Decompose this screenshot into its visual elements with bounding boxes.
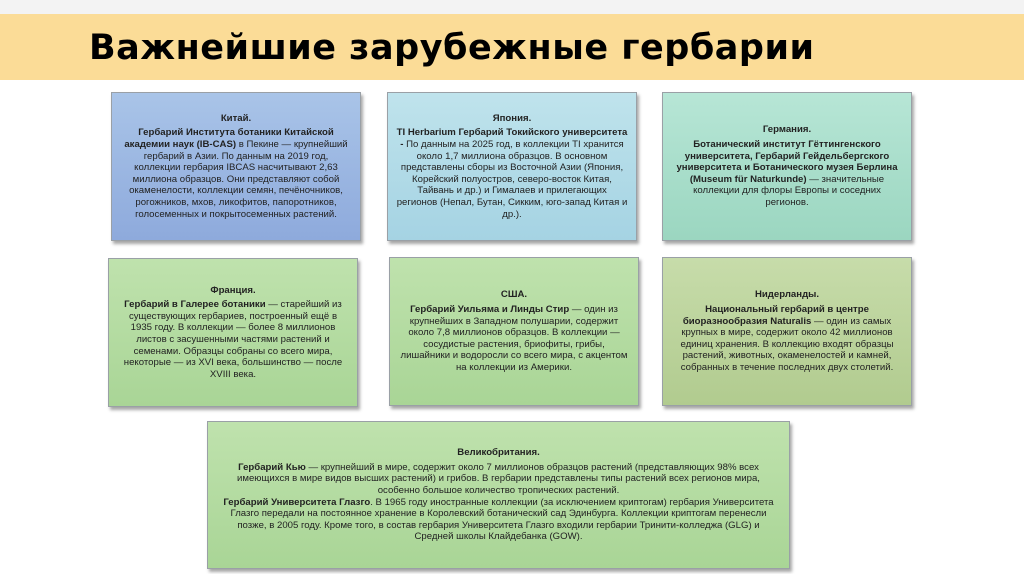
herbarium-name: Гербарий Кью xyxy=(238,461,306,473)
page-title: Важнейшие зарубежные гербарии xyxy=(89,28,815,68)
card-body xyxy=(396,127,628,220)
card-description: — старейший из существующих гербариев, построенный ещё в 1935 году. В коллекции — более 8 миллионов листов с засушенными частями растений и семенами. Образцы собраны со всего мира, некоторые — из XVI века, большинство — после XVIII века. xyxy=(123,299,343,380)
card-title: Китай. xyxy=(220,112,252,124)
card-body xyxy=(117,299,349,380)
card-france xyxy=(108,258,358,407)
card-body-2 xyxy=(220,497,777,543)
title-banner xyxy=(0,14,1024,80)
herbarium-name: Гербарий Института ботаники Китайской академии наук (IB-CAS) xyxy=(124,127,334,151)
card-description: в Пекине — крупнейший гербарий в Азии. По данным на 2019 год, коллекции гербария IBCAS насчитывают 2,63 миллиона образцов. Они представляют собой окаменелости, коллекции семян, печёночников, рогожников, мхов, ликофитов, папоротников, голосеменных и покрытосеменных растений. xyxy=(129,139,348,220)
card-title: США. xyxy=(500,289,528,301)
card-china xyxy=(111,92,361,241)
card-japan xyxy=(387,92,637,241)
card-description-2: . В 1965 году иностранные коллекции (за исключением криптогам) гербария Университета Глазго передали на постоянное хранение в Королевский ботанический сад Эдинбурга. Коллекции криптогам перенесли позже, в 2005 году. Кроме того, в состав гербария Университета Глазго входили гербарии Тринити-колледжа (GLG) и Средней школы Клайдебанка (GOW). xyxy=(230,496,774,543)
card-description: — один из крупнейших в Западном полушарии, содержит около 7,8 миллионов образцов. В коллекции — сосудистые растения, бриофиты, грибы, лишайники и водоросли со всего мира, с акцентом на коллекции из Америки. xyxy=(400,304,628,373)
card-body xyxy=(120,127,352,220)
card-body xyxy=(220,462,777,497)
card-netherlands xyxy=(662,257,912,406)
herbarium-name: Гербарий в Галерее ботаники xyxy=(124,299,266,311)
card-germany xyxy=(662,92,912,241)
herbarium-name: Национальный гербарий в центре биоразнообразия Naturalis xyxy=(682,304,869,327)
card-title: Япония. xyxy=(492,112,532,124)
card-title: Великобритания. xyxy=(457,447,540,459)
top-strip xyxy=(0,0,1024,14)
card-description: По данным на 2025 год, в коллекции TI хранится около 1,7 миллиона образцов. В основном представлены сборы из Восточной Азии (Япония, Корейский полуостров, северо-восток Китая, Тайвань и др.) и Гималаев и прилегающих регионов (Непал, Бутан, Сикким, юго-запад Китая и др.). xyxy=(396,139,628,220)
card-body xyxy=(398,304,630,374)
card-description: — крупнейший в мире, содержит около 7 миллионов образцов растений (представляющих 98% всех имеющихся в мире видов высших растений) и грибов. В гербарии представлены типы растений всех регионов мира, особенно большое количество тропических растений. xyxy=(237,461,760,496)
card-body xyxy=(671,139,903,209)
card-title: Нидерланды. xyxy=(754,289,820,301)
herbarium-name: Ботанический институт Гёттингенского университета, Гербарий Гейдельбергского университета и Ботанического музея Берлина (Museum für Naturkunde) xyxy=(676,139,898,185)
card-title: Германия. xyxy=(762,124,812,136)
herbarium-name: TI Herbarium Гербарий Токийского университета - xyxy=(396,127,628,151)
card-body xyxy=(671,304,903,374)
card-description: — один из самых крупных в мире, содержит около 42 миллионов единиц хранения. В коллекцию входят образцы растений, животных, окаменелостей и камней, собранных в течение последних двух столетий. xyxy=(680,315,894,373)
card-usa xyxy=(389,257,639,406)
herbarium-name: Гербарий Уильяма и Линды Стир xyxy=(410,304,570,316)
card-description: — значительные коллекции для флоры Европы и соседних регионов. xyxy=(693,173,885,208)
herbarium-name-2: Гербарий Университета Глазго xyxy=(223,496,371,508)
card-title: Франция. xyxy=(210,284,256,296)
card-uk xyxy=(207,421,790,569)
